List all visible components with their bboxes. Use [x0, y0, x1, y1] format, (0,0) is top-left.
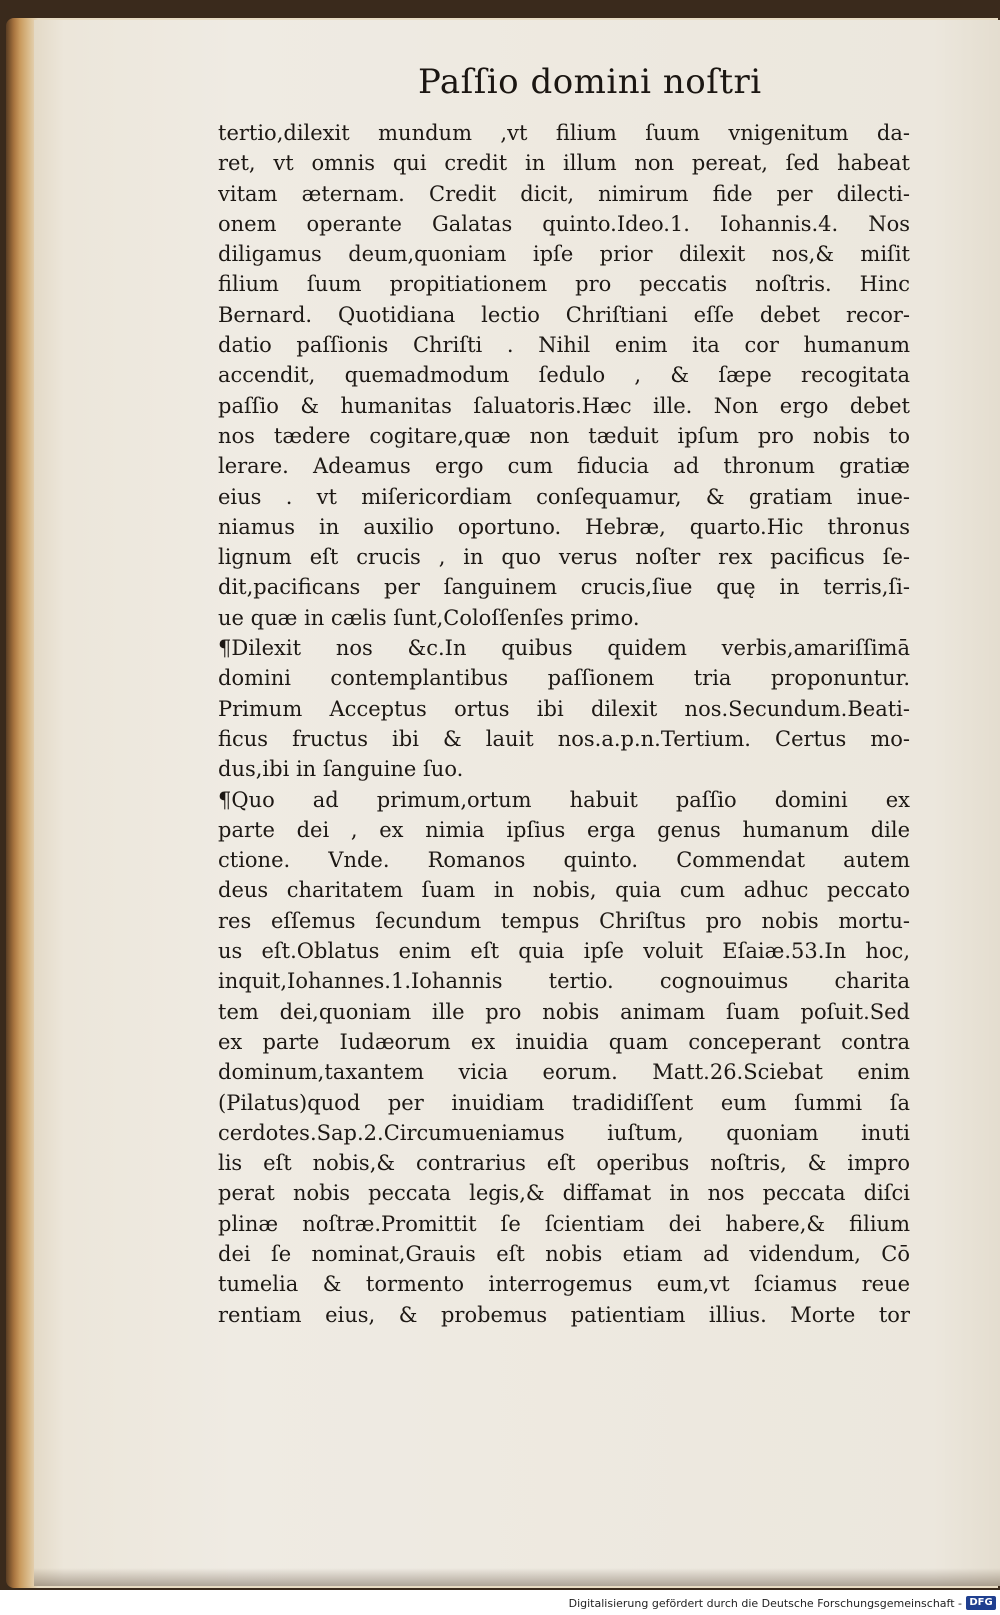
text-line: tumelia & tormento interrogemus eum,vt ſciamus reue: [218, 1272, 910, 1297]
text-line: rentiam eius, & probemus patientiam illius. Morte tor: [218, 1302, 910, 1327]
text-line: paſſio & humanitas ſaluatoris.Hæc ille. Non ergo debet: [218, 393, 910, 418]
running-head: Paſſio domini noſtri: [418, 62, 762, 102]
text-line: (Pilatus)quod per inuidiam tradidiſſent eum ſummi ſa: [218, 1090, 910, 1115]
funding-credit: Digitalisierung gefördert durch die Deutsche Forschungsgemeinschaft -: [568, 1597, 962, 1610]
page-shadow: [34, 1568, 1000, 1586]
text-line: tertio,dilexit mundum ,vt filium ſuum vnigenitum da-: [218, 121, 910, 145]
dfg-logo: DFG: [966, 1596, 996, 1610]
text-line: vitam æternam. Credit dicit, nimirum fide per dilecti-: [218, 181, 910, 206]
text-line: nos tædere cogitare,quæ non tæduit ipſum pro nobis to: [218, 423, 910, 448]
body-text: [218, 118, 910, 1330]
text-line: ficus fructus ibi & lauit nos.a.p.n.Tertium. Certus mo-: [218, 726, 910, 751]
text-line: diligamus deum,quoniam ipſe prior dilexit nos,& miſit: [218, 242, 910, 267]
text-line: ret, vt omnis qui credit in illum non pereat, ſed habeat: [218, 151, 910, 176]
text-line: lignum eſt crucis , in quo verus noſter rex pacificus ſe-: [218, 545, 910, 570]
text-line: tem dei,quoniam ille pro nobis animam ſuam poſuit.Sed: [218, 999, 910, 1024]
text-line: lis eſt nobis,& contrarius eſt operibus noſtris, & impro: [218, 1151, 910, 1176]
text-line: dus,ibi in ſanguine ſuo.: [218, 757, 464, 782]
text-line: eius . vt miſericordiam conſequamur, & gratiam inue-: [218, 484, 910, 509]
text-line: deus charitatem ſuam in nobis, quia cum adhuc peccato: [218, 878, 910, 903]
text-line: Bernard. Quotidiana lectio Chriſtiani eſſe debet recor-: [218, 302, 910, 327]
text-line: res eſſemus ſecundum tempus Chriſtus pro nobis mortu-: [218, 908, 910, 933]
text-line: inquit,Iohannes.1.Iohannis tertio. cognouimus charita: [218, 969, 910, 994]
text-line: dominum,taxantem vicia eorum. Matt.26.Sciebat enim: [218, 1060, 910, 1085]
text-line: ¶Quo ad primum,ortum habuit paſſio domini ex: [218, 787, 910, 812]
text-line: filium ſuum propitiationem pro peccatis noſtris. Hinc: [218, 272, 910, 297]
text-line: domini contemplantibus paſſionem tria proponuntur.: [218, 666, 910, 691]
text-line: niamus in auxilio oportuno. Hebræ, quarto.Hic thronus: [218, 514, 910, 539]
text-line: plinæ noſtræ.Promittit ſe ſcientiam dei habere,& filium: [218, 1211, 910, 1236]
text-line: datio paſſionis Chriſti . Nihil enim ita cor humanum: [218, 333, 910, 358]
text-line: parte dei , ex nimia ipſius erga genus humanum dile: [218, 817, 910, 842]
text-line: cerdotes.Sap.2.Circumueniamus iuſtum, quoniam inuti: [218, 1120, 910, 1145]
text-line: dit,pacificans per ſanguinem crucis,ſiue quę in terris,ſi-: [218, 575, 910, 600]
text-line: ex parte Iudæorum ex inuidia quam conceperant contra: [218, 1029, 910, 1054]
text-line: accendit, quemadmodum ſedulo , & ſæpe recogitata: [218, 363, 910, 388]
text-line: onem operante Galatas quinto.Ideo.1. Iohannis.4. Nos: [218, 211, 910, 236]
text-line: ue quæ in cælis ſunt,Coloſſenſes primo.: [218, 605, 640, 630]
text-line: ¶Dilexit nos &c.In quibus quidem verbis,amariſſimā: [218, 636, 910, 661]
text-line: Primum Acceptus ortus ibi dilexit nos.Secundum.Beati-: [218, 696, 910, 721]
text-line: lerare. Adeamus ergo cum fiducia ad thronum gratiæ: [218, 454, 910, 479]
text-line: perat nobis peccata legis,& diffamat in nos peccata diſci: [218, 1181, 910, 1206]
text-line: us eſt.Oblatus enim eſt quia ipſe voluit Eſaiæ.53.In hoc,: [218, 939, 910, 964]
text-line: ctione. Vnde. Romanos quinto. Commendat autem: [218, 848, 910, 873]
text-line: dei ſe nominat,Grauis eſt nobis etiam ad videndum, Cō: [218, 1241, 910, 1266]
